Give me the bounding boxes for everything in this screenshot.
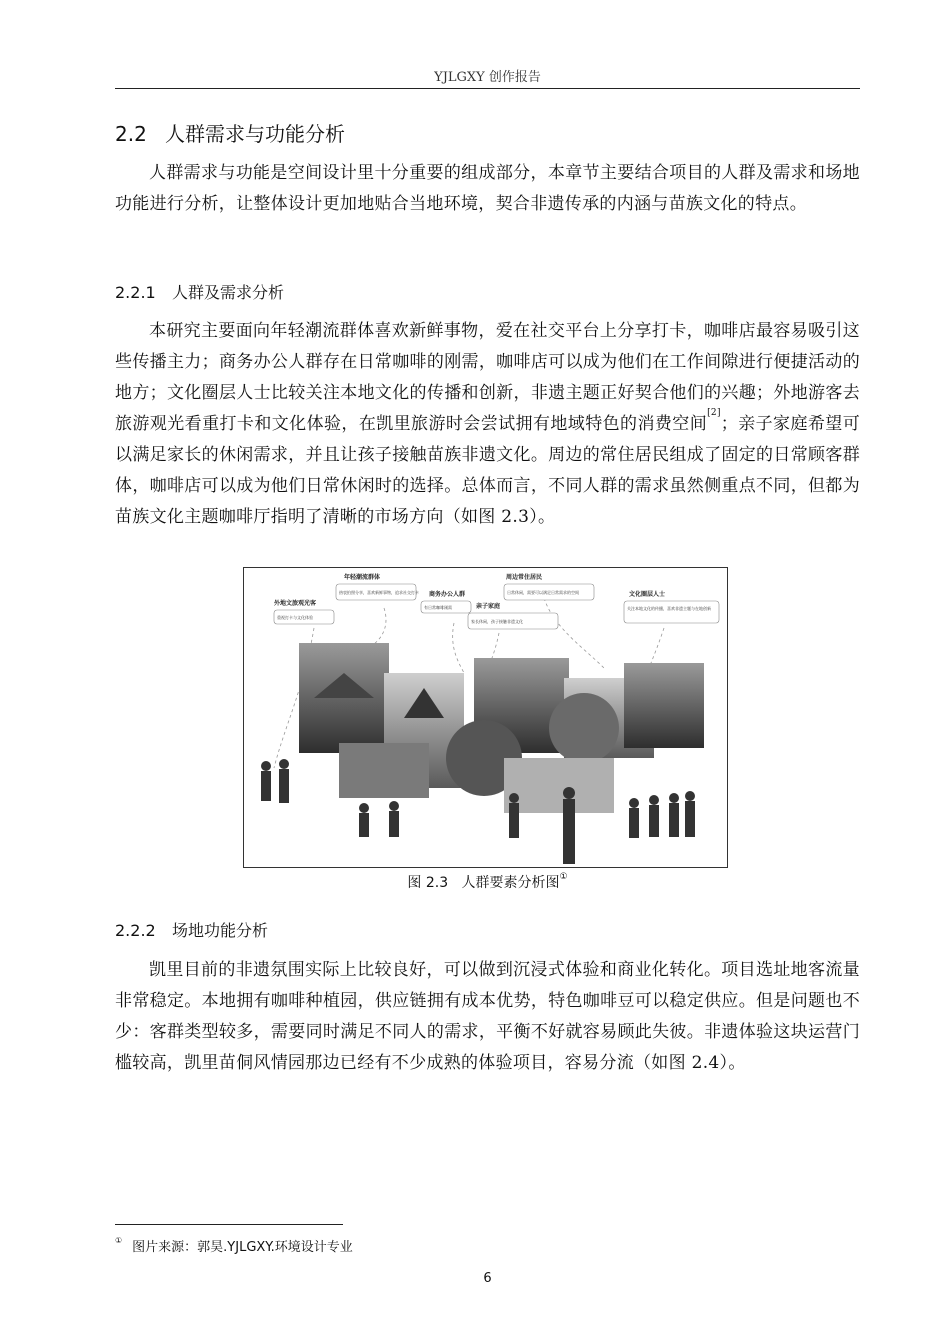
crowd-analysis-paragraph [115, 316, 860, 533]
header-rule [115, 88, 860, 89]
figure-collage [244, 568, 728, 868]
note-business: 有日常咖啡刚需 [424, 605, 452, 610]
crowd-text-part-1: 本研究主要面向年轻潮流群体喜欢新鲜事物，爱在社交平台上分享打卡，咖啡店最容易吸引这些传播主力；商务办公人群存在日常咖啡的刚需，咖啡店可以成为他们在工作间隙进行便捷活动的地方；文化圈层人士比较关注本地文化的传播和创新，非遗主题正好契合他们的兴趣；外地游客去旅游观光看重打卡和文化体验，在凯里旅游时会尝试拥有地域特色的消费空间 [115, 321, 860, 434]
citation-ref: [2] [707, 408, 721, 418]
subsection-number-1: 2.2.1 [115, 283, 156, 302]
crowd-analysis-figure [243, 567, 728, 868]
label-tourists: 外地文旅观光客 [274, 600, 317, 607]
subsection-title-1: 人群及需求分析 [172, 283, 285, 302]
footnote-text: 图片来源：郭昊.YJLGXY.环境设计专业 [132, 1240, 353, 1255]
page-number: 6 [483, 1271, 492, 1286]
label-family: 亲子家庭 [476, 603, 501, 610]
subsection-title-2: 场地功能分析 [172, 921, 269, 940]
footnote-mark: ① [115, 1236, 123, 1245]
subsection-number-2: 2.2.2 [115, 921, 156, 940]
label-culture: 文化圈层人士 [629, 591, 666, 598]
note-residents: 日常休闲，需要可以满足日常需求的空间 [507, 590, 579, 595]
label-business: 商务办公人群 [429, 591, 466, 598]
note-family: 家长休闲，孩子接触非遗文化 [471, 619, 523, 624]
note-tourists: 重视打卡与文化体验 [277, 615, 313, 620]
caption-footnote-mark: ① [559, 872, 568, 882]
figure-caption [115, 872, 860, 892]
footnote [115, 1236, 353, 1255]
label-residents: 周边常住居民 [506, 574, 543, 581]
label-young: 年轻潮流群体 [344, 574, 381, 581]
subsection-heading-2 [115, 918, 268, 941]
section-heading [115, 118, 345, 147]
photo-blocks [299, 643, 704, 813]
note-young: 热衷拍照分享，喜欢新鲜事物，追求社交打卡 [339, 590, 419, 595]
subsection-heading-1 [115, 280, 284, 303]
intro-paragraph: 人群需求与功能是空间设计里十分重要的组成部分，本章节主要结合项目的人群及需求和场地功能进行分析，让整体设计更加地贴合当地环境，契合非遗传承的内涵与苗族文化的特点。 [115, 163, 860, 214]
note-culture: 关注本地文化的传播，喜欢非遗主题与在地创新 [627, 606, 711, 611]
crowd-text-part-2: ；亲子家庭希望可以满足家长的休闲需求，并且让孩子接触苗族非遗文化。周边的常住居民组成了固定的日常顾客群体，咖啡店可以成为他们日常休闲时的选择。总体而言，不同人群的需求虽然侧重点不同，但都为苗族文化主题咖啡厅指明了清晰的市场方向（如图 2.3）。 [115, 414, 860, 527]
footnote-rule [115, 1224, 343, 1225]
site-function-paragraph: 凯里目前的非遗氛围实际上比较良好，可以做到沉浸式体验和商业化转化。项目选址地客流量非常稳定。本地拥有咖啡种植园，供应链拥有成本优势，特色咖啡豆可以稳定供应。但是问题也不少：客群类型较多，需要同时满足不同人的需求，平衡不好就容易顾此失彼。非遗体验这块运营门槛较高，凯里苗侗风情园那边已经有不少成熟的体验项目，容易分流（如图 2.4）。 [115, 960, 860, 1073]
section-title: 人群需求与功能分析 [165, 122, 345, 146]
caption-title: 人群要素分析图 [461, 875, 560, 891]
section-number: 2.2 [115, 122, 147, 146]
running-header: YJLGXY 创作报告 [434, 70, 541, 85]
caption-label: 图 2.3 [407, 875, 449, 891]
